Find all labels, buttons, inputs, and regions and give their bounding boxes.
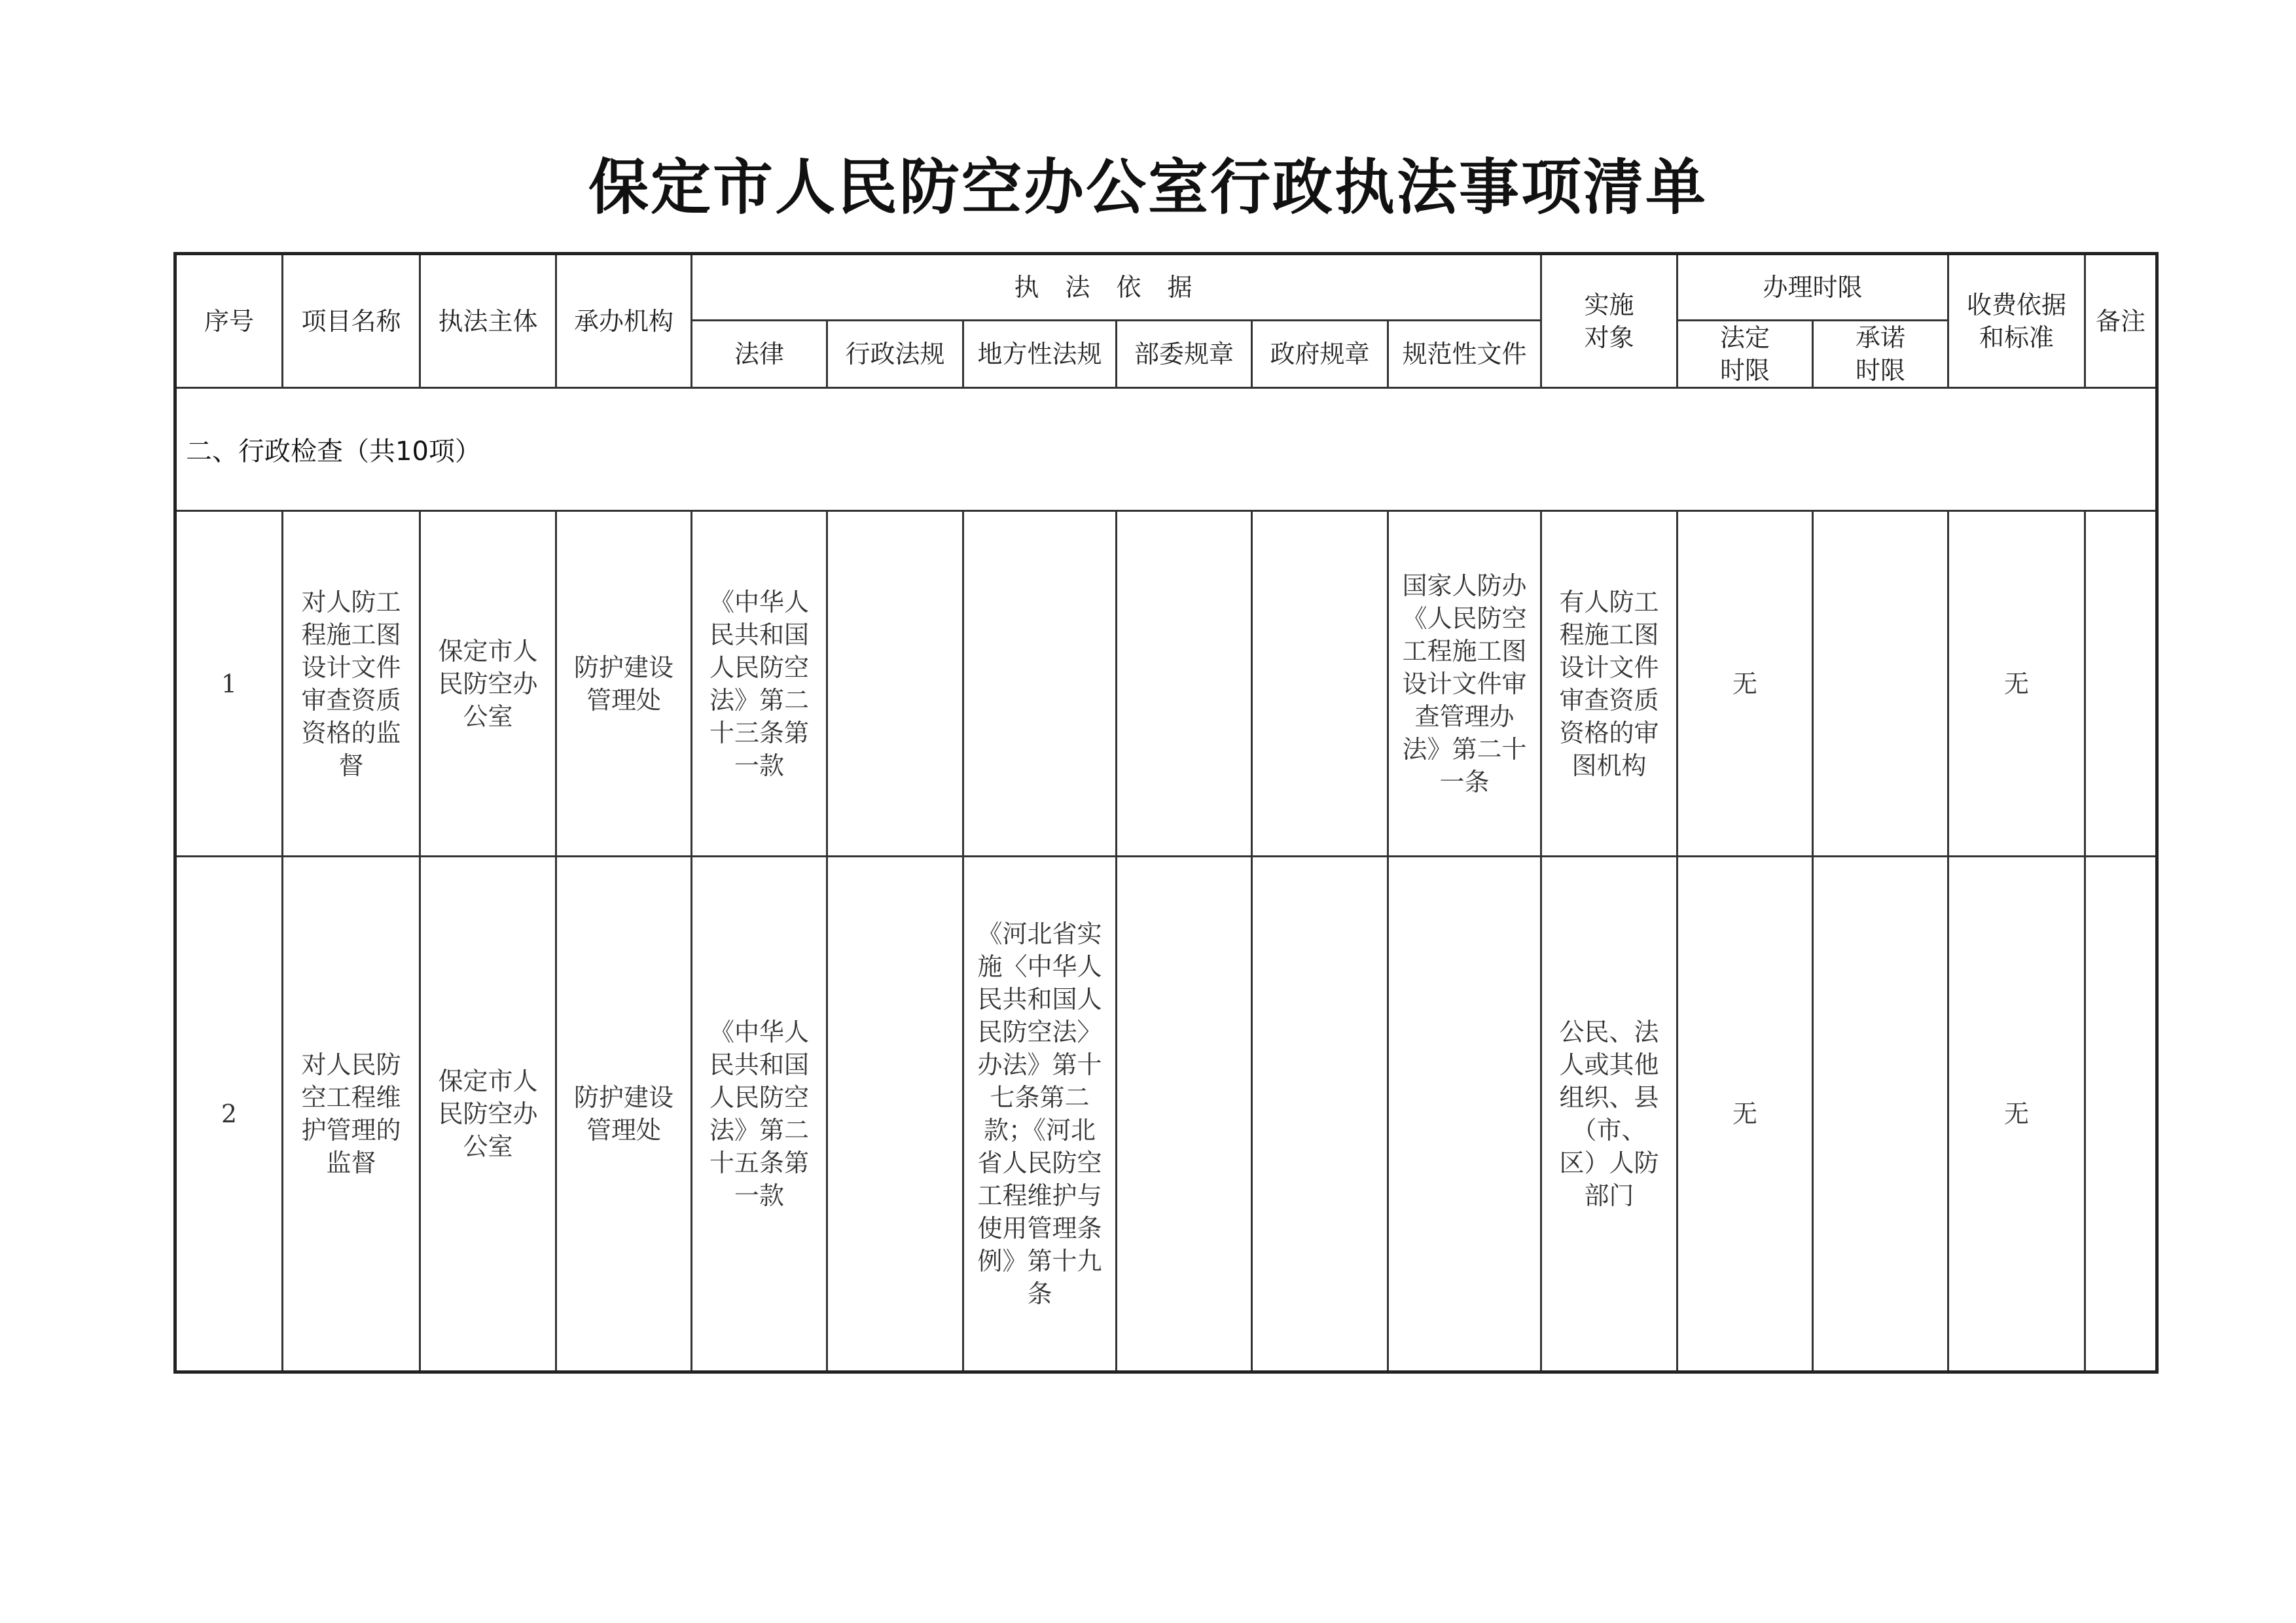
header-item-name: 项目名称 xyxy=(283,254,420,388)
header-target xyxy=(1541,254,1677,388)
header-norm-doc: 规范性文件 xyxy=(1388,321,1541,388)
cell-norm-doc-text: 国家人防办《人民防空工程施工图设计文件审查管理办法》第二十一条 xyxy=(1402,571,1527,796)
cell-target xyxy=(1541,857,1677,1372)
cell-item-name-text: 对人民防空工程维护管理的监督 xyxy=(301,1050,401,1177)
section-label: 二、行政检查（共10项） xyxy=(175,388,2157,511)
cell-dept xyxy=(556,511,692,857)
cell-legal-limit: 无 xyxy=(1677,857,1813,1372)
header-target-label: 实施对象 xyxy=(1584,290,1634,352)
cell-fee: 无 xyxy=(1948,857,2085,1372)
header-basis: 执法依据 xyxy=(692,254,1541,321)
cell-law-text: 《中华人民共和国人民防空法》第二十五条第一款 xyxy=(709,1018,809,1210)
cell-subject xyxy=(420,511,556,857)
page-title: 保定市人民防空办公室行政执法事项清单 xyxy=(588,152,1708,223)
cell-promise-limit xyxy=(1813,857,1948,1372)
table-row xyxy=(175,857,2157,1372)
cell-item-name xyxy=(283,511,420,857)
cell-dept xyxy=(556,857,692,1372)
header-promise-limit-label: 承诺时限 xyxy=(1856,323,1906,385)
cell-norm-doc xyxy=(1388,511,1541,857)
header-seq: 序号 xyxy=(175,254,283,388)
cell-local-reg xyxy=(963,857,1117,1372)
header-gov-rule: 政府规章 xyxy=(1252,321,1388,388)
cell-admin-reg xyxy=(827,511,963,857)
header-time-limit: 办理时限 xyxy=(1677,254,1948,321)
cell-law xyxy=(692,511,827,857)
cell-item-name-text: 对人防工程施工图设计文件审查资质资格的监督 xyxy=(301,587,401,780)
cell-seq: 1 xyxy=(175,511,283,857)
cell-norm-doc xyxy=(1388,857,1541,1372)
cell-law xyxy=(692,857,827,1372)
cell-subject-text: 保定市人民防空办公室 xyxy=(438,636,538,731)
cell-law-text: 《中华人民共和国人民防空法》第二十三条第一款 xyxy=(709,587,809,780)
cell-gov-rule xyxy=(1252,511,1388,857)
cell-promise-limit xyxy=(1813,511,1948,857)
enforcement-table xyxy=(173,252,2159,1374)
cell-dept-text: 防护建设管理处 xyxy=(573,652,673,715)
header-dept-rule: 部委规章 xyxy=(1117,321,1252,388)
header-dept: 承办机构 xyxy=(556,254,692,388)
cell-fee: 无 xyxy=(1948,511,2085,857)
cell-dept-rule xyxy=(1117,511,1252,857)
cell-legal-limit: 无 xyxy=(1677,511,1813,857)
cell-admin-reg xyxy=(827,857,963,1372)
header-admin-reg: 行政法规 xyxy=(827,321,963,388)
cell-local-reg xyxy=(963,511,1117,857)
cell-gov-rule xyxy=(1252,857,1388,1372)
header-legal-limit xyxy=(1677,321,1813,388)
cell-remark xyxy=(2085,857,2157,1372)
cell-target-text: 有人防工程施工图设计文件审查资质资格的审图机构 xyxy=(1559,587,1659,780)
header-legal-limit-label: 法定时限 xyxy=(1720,323,1770,385)
header-fee-label: 收费依据和标准 xyxy=(1967,290,2067,352)
cell-target xyxy=(1541,511,1677,857)
cell-subject xyxy=(420,857,556,1372)
cell-dept-rule xyxy=(1117,857,1252,1372)
cell-local-reg-text: 《河北省实施〈中华人民共和国人民防空法〉办法》第十七条第二款；《河北省人民防空工程维护与使用管理条例》第十九条 xyxy=(977,919,1102,1308)
header-promise-limit xyxy=(1813,321,1948,388)
header-row-1 xyxy=(175,254,2157,321)
cell-item-name xyxy=(283,857,420,1372)
cell-remark xyxy=(2085,511,2157,857)
table-row xyxy=(175,511,2157,857)
cell-target-text: 公民、法人或其他组织、县（市、区）人防部门 xyxy=(1559,1018,1659,1210)
header-law: 法律 xyxy=(692,321,827,388)
header-remark: 备注 xyxy=(2085,254,2157,388)
cell-seq: 2 xyxy=(175,857,283,1372)
header-fee xyxy=(1948,254,2085,388)
cell-subject-text: 保定市人民防空办公室 xyxy=(438,1067,538,1161)
header-local-reg: 地方性法规 xyxy=(963,321,1117,388)
section-row xyxy=(175,388,2157,511)
header-subject: 执法主体 xyxy=(420,254,556,388)
cell-dept-text: 防护建设管理处 xyxy=(573,1083,673,1145)
